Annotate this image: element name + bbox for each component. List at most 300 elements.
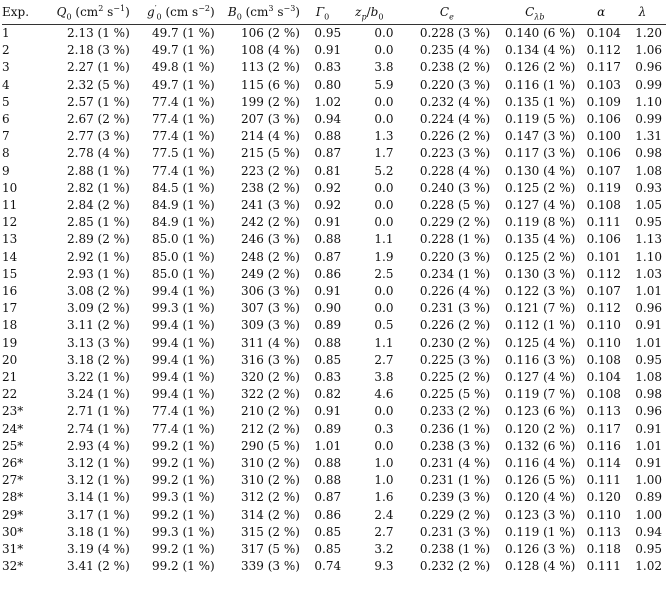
cell-gamma0: 0.88: [314, 232, 342, 247]
cell-lambda: 0.95: [635, 352, 662, 367]
cell-alpha: 0.108: [586, 352, 621, 367]
cell-clb: 0.128 (4 %): [504, 559, 576, 574]
cell-g0: 84.9 (1 %): [151, 215, 215, 230]
cell-lambda: 1.00: [635, 473, 662, 488]
cell-g0: 77.4 (1 %): [151, 163, 215, 178]
cell-g0: 99.2 (1 %): [151, 559, 215, 574]
cell-lambda: 1.10: [635, 94, 662, 109]
table-row: [2, 128, 666, 145]
cell-lambda: 1.10: [635, 249, 662, 264]
cell-alpha: 0.107: [586, 284, 621, 299]
table-row: [2, 42, 666, 59]
cell-alpha: 0.113: [586, 404, 621, 419]
cell-alpha: 0.106: [586, 232, 621, 247]
cell-gamma0: 0.86: [314, 507, 342, 522]
cell-gamma0: 0.85: [314, 542, 342, 557]
cell-q0: 2.74 (1 %): [67, 421, 130, 436]
cell-lambda: 1.05: [635, 198, 662, 213]
cell-zpb0: 0.0: [374, 112, 394, 127]
cell-b0: 290 (5 %): [241, 438, 300, 453]
cell-exp: 31*: [2, 542, 24, 557]
table-body: [2, 25, 666, 576]
cell-clb: 0.134 (4 %): [504, 43, 576, 58]
cell-b0: 315 (2 %): [241, 524, 300, 539]
table-row: [2, 472, 666, 489]
cell-ce: 0.238 (3 %): [419, 438, 491, 453]
cell-ce: 0.228 (3 %): [419, 26, 491, 40]
cell-b0: 310 (2 %): [241, 473, 300, 488]
cell-exp: 21: [2, 370, 18, 385]
cell-exp: 19: [2, 335, 18, 350]
cell-g0: 85.0 (1 %): [151, 232, 215, 247]
cell-gamma0: 0.87: [314, 249, 342, 264]
cell-b0: 339 (3 %): [241, 559, 300, 574]
cell-exp: 2: [2, 43, 10, 58]
cell-g0: 99.3 (1 %): [151, 301, 215, 316]
cell-clb: 0.119 (7 %): [504, 387, 576, 402]
table-row: [2, 266, 666, 283]
cell-alpha: 0.112: [586, 301, 621, 316]
cell-q0: 2.85 (1 %): [67, 215, 130, 230]
cell-exp: 15: [2, 266, 18, 281]
cell-gamma0: 1.01: [314, 438, 342, 453]
cell-clb: 0.116 (4 %): [504, 456, 576, 471]
cell-lambda: 0.99: [635, 112, 662, 127]
cell-b0: 207 (3 %): [241, 112, 300, 127]
cell-g0: 77.4 (1 %): [151, 112, 215, 127]
cell-lambda: 1.01: [635, 335, 662, 350]
cell-g0: 99.2 (1 %): [151, 473, 215, 488]
cell-ce: 0.239 (3 %): [419, 490, 491, 505]
cell-gamma0: 0.74: [314, 559, 342, 574]
table-row: [2, 197, 666, 214]
cell-ce: 0.238 (2 %): [419, 60, 491, 75]
cell-lambda: 0.98: [635, 146, 662, 161]
cell-q0: 2.82 (1 %): [67, 180, 130, 195]
cell-b0: 316 (3 %): [241, 352, 300, 367]
cell-b0: 106 (2 %): [241, 26, 300, 40]
cell-gamma0: 0.88: [314, 473, 342, 488]
cell-alpha: 0.111: [586, 559, 621, 574]
table-row: [2, 249, 666, 266]
cell-alpha: 0.112: [586, 43, 621, 58]
cell-lambda: 0.95: [635, 542, 662, 557]
cell-g0: 99.3 (1 %): [151, 524, 215, 539]
cell-zpb0: 2.7: [374, 352, 394, 367]
cell-zpb0: 1.7: [374, 146, 394, 161]
cell-alpha: 0.120: [586, 490, 621, 505]
cell-gamma0: 0.83: [314, 60, 342, 75]
cell-q0: 2.89 (2 %): [67, 232, 130, 247]
cell-zpb0: 1.0: [374, 456, 394, 471]
cell-exp: 25*: [2, 438, 24, 453]
cell-g0: 99.4 (1 %): [151, 387, 215, 402]
cell-g0: 84.5 (1 %): [151, 180, 215, 195]
cell-exp: 6: [2, 112, 10, 127]
cell-gamma0: 0.91: [314, 404, 342, 419]
cell-exp: 24*: [2, 421, 24, 436]
cell-alpha: 0.118: [586, 542, 621, 557]
table-row: [2, 163, 666, 180]
cell-clb: 0.127 (4 %): [504, 370, 576, 385]
cell-b0: 309 (3 %): [241, 318, 300, 333]
cell-zpb0: 9.3: [374, 559, 394, 574]
cell-b0: 108 (4 %): [241, 43, 300, 58]
cell-clb: 0.135 (1 %): [504, 94, 576, 109]
cell-lambda: 0.96: [635, 60, 662, 75]
cell-exp: 16: [2, 284, 18, 299]
cell-clb: 0.119 (5 %): [504, 112, 576, 127]
cell-clb: 0.116 (3 %): [504, 352, 576, 367]
header-ce: $C_e$: [439, 5, 454, 22]
cell-exp: 32*: [2, 559, 24, 574]
cell-g0: 85.0 (1 %): [151, 249, 215, 264]
cell-ce: 0.228 (4 %): [419, 163, 491, 178]
cell-clb: 0.125 (4 %): [504, 335, 576, 350]
cell-g0: 49.7 (1 %): [151, 43, 215, 58]
cell-clb: 0.116 (1 %): [504, 77, 576, 92]
cell-gamma0: 0.83: [314, 370, 342, 385]
cell-g0: 49.8 (1 %): [151, 60, 215, 75]
cell-lambda: 1.01: [635, 438, 662, 453]
table-row: [2, 283, 666, 300]
table-row: [2, 300, 666, 317]
cell-lambda: 1.13: [635, 232, 662, 247]
table-row: [2, 369, 666, 386]
cell-clb: 0.126 (5 %): [504, 473, 576, 488]
cell-g0: 49.7 (1 %): [151, 77, 215, 92]
table-row: [2, 352, 666, 369]
cell-clb: 0.112 (1 %): [504, 318, 576, 333]
cell-alpha: 0.116: [586, 438, 621, 453]
cell-exp: 30*: [2, 524, 24, 539]
cell-exp: 4: [2, 77, 10, 92]
cell-gamma0: 0.87: [314, 490, 342, 505]
cell-clb: 0.135 (4 %): [504, 232, 576, 247]
cell-q0: 2.92 (1 %): [67, 249, 130, 264]
cell-g0: 77.4 (1 %): [151, 421, 215, 436]
cell-exp: 3: [2, 60, 10, 75]
cell-lambda: 0.94: [635, 524, 662, 539]
cell-zpb0: 2.7: [374, 524, 394, 539]
cell-exp: 26*: [2, 456, 24, 471]
cell-exp: 14: [2, 249, 18, 264]
cell-gamma0: 0.91: [314, 43, 342, 58]
cell-lambda: 0.98: [635, 387, 662, 402]
cell-clb: 0.130 (4 %): [504, 163, 576, 178]
cell-ce: 0.240 (3 %): [419, 180, 491, 195]
cell-alpha: 0.108: [586, 387, 621, 402]
cell-alpha: 0.110: [586, 507, 621, 522]
table-row: [2, 317, 666, 334]
cell-q0: 3.22 (1 %): [67, 370, 130, 385]
cell-gamma0: 0.92: [314, 198, 342, 213]
cell-b0: 320 (2 %): [241, 370, 300, 385]
cell-zpb0: 2.5: [374, 266, 394, 281]
cell-clb: 0.132 (6 %): [504, 438, 576, 453]
cell-ce: 0.229 (2 %): [419, 507, 491, 522]
cell-exp: 8: [2, 146, 10, 161]
cell-b0: 322 (2 %): [241, 387, 300, 402]
cell-zpb0: 1.1: [374, 335, 394, 350]
cell-alpha: 0.110: [586, 318, 621, 333]
cell-clb: 0.126 (3 %): [504, 542, 576, 557]
cell-b0: 314 (2 %): [241, 507, 300, 522]
cell-b0: 210 (2 %): [241, 404, 300, 419]
cell-alpha: 0.106: [586, 146, 621, 161]
cell-exp: 7: [2, 129, 10, 144]
cell-b0: 113 (2 %): [241, 60, 300, 75]
cell-g0: 99.4 (1 %): [151, 370, 215, 385]
cell-exp: 11: [2, 198, 18, 213]
cell-lambda: 1.02: [635, 559, 662, 574]
experiments-table: [2, 0, 666, 576]
cell-g0: 99.2 (1 %): [151, 456, 215, 471]
table-row: [2, 489, 666, 506]
cell-alpha: 0.114: [586, 456, 621, 471]
table-row: [2, 335, 666, 352]
cell-gamma0: 0.86: [314, 266, 342, 281]
cell-lambda: 1.31: [635, 129, 662, 144]
cell-q0: 3.12 (1 %): [67, 456, 130, 471]
cell-g0: 77.4 (1 %): [151, 129, 215, 144]
cell-zpb0: 3.8: [374, 60, 394, 75]
cell-q0: 2.13 (1 %): [67, 26, 130, 40]
cell-q0: 3.18 (2 %): [67, 352, 130, 367]
cell-gamma0: 0.85: [314, 352, 342, 367]
cell-clb: 0.127 (4 %): [504, 198, 576, 213]
cell-b0: 249 (2 %): [241, 266, 300, 281]
cell-zpb0: 0.0: [374, 180, 394, 195]
cell-alpha: 0.104: [586, 26, 621, 40]
cell-zpb0: 1.3: [374, 129, 394, 144]
cell-gamma0: 0.90: [314, 301, 342, 316]
cell-clb: 0.120 (2 %): [504, 421, 576, 436]
cell-q0: 2.32 (5 %): [67, 77, 130, 92]
cell-alpha: 0.119: [586, 180, 621, 195]
cell-lambda: 1.08: [635, 370, 662, 385]
table-row: [2, 111, 666, 128]
cell-g0: 99.2 (1 %): [151, 507, 215, 522]
cell-alpha: 0.109: [586, 94, 621, 109]
cell-q0: 3.08 (2 %): [67, 284, 130, 299]
cell-b0: 248 (2 %): [241, 249, 300, 264]
table-row: [2, 524, 666, 541]
cell-ce: 0.226 (4 %): [419, 284, 491, 299]
cell-ce: 0.230 (2 %): [419, 335, 491, 350]
cell-zpb0: 1.0: [374, 473, 394, 488]
cell-b0: 306 (3 %): [241, 284, 300, 299]
cell-ce: 0.233 (2 %): [419, 404, 491, 419]
table-row: [2, 231, 666, 248]
cell-lambda: 0.91: [635, 421, 662, 436]
cell-alpha: 0.100: [586, 129, 621, 144]
table-row: [2, 25, 666, 43]
cell-b0: 238 (2 %): [241, 180, 300, 195]
cell-ce: 0.228 (5 %): [419, 198, 491, 213]
cell-ce: 0.223 (3 %): [419, 146, 491, 161]
cell-ce: 0.225 (3 %): [419, 352, 491, 367]
cell-ce: 0.231 (1 %): [419, 473, 491, 488]
cell-gamma0: 0.88: [314, 456, 342, 471]
cell-zpb0: 0.0: [374, 438, 394, 453]
cell-alpha: 0.107: [586, 163, 621, 178]
cell-alpha: 0.108: [586, 198, 621, 213]
cell-lambda: 0.96: [635, 404, 662, 419]
table-row: [2, 403, 666, 420]
cell-g0: 99.2 (1 %): [151, 438, 215, 453]
cell-lambda: 1.06: [635, 43, 662, 58]
cell-q0: 2.84 (2 %): [67, 198, 130, 213]
cell-q0: 3.13 (3 %): [67, 335, 130, 350]
cell-alpha: 0.112: [586, 266, 621, 281]
table-row: [2, 77, 666, 94]
cell-gamma0: 0.89: [314, 318, 342, 333]
cell-clb: 0.123 (3 %): [504, 507, 576, 522]
cell-clb: 0.125 (2 %): [504, 180, 576, 195]
cell-g0: 85.0 (1 %): [151, 266, 215, 281]
cell-lambda: 1.01: [635, 284, 662, 299]
cell-exp: 18: [2, 318, 18, 333]
cell-lambda: 0.99: [635, 77, 662, 92]
header-q0: $Q_0$ ($cm^2$ $s^{-1}$): [56, 4, 130, 22]
table-row: [2, 386, 666, 403]
cell-ce: 0.224 (4 %): [419, 112, 491, 127]
cell-g0: 99.4 (1 %): [151, 284, 215, 299]
cell-alpha: 0.103: [586, 77, 621, 92]
cell-alpha: 0.111: [586, 215, 621, 230]
cell-b0: 115 (6 %): [241, 77, 300, 92]
cell-zpb0: 5.2: [374, 163, 394, 178]
table-row: [2, 438, 666, 455]
cell-b0: 223 (2 %): [241, 163, 300, 178]
cell-ce: 0.232 (4 %): [419, 94, 491, 109]
cell-exp: 13: [2, 232, 18, 247]
cell-b0: 241 (3 %): [241, 198, 300, 213]
cell-g0: 77.4 (1 %): [151, 404, 215, 419]
cell-gamma0: 0.95: [314, 26, 342, 40]
cell-ce: 0.231 (3 %): [419, 301, 491, 316]
cell-gamma0: 0.88: [314, 335, 342, 350]
cell-ce: 0.220 (3 %): [419, 249, 491, 264]
cell-gamma0: 0.81: [314, 163, 342, 178]
cell-q0: 3.19 (4 %): [67, 542, 130, 557]
cell-gamma0: 0.80: [314, 77, 342, 92]
cell-gamma0: 0.82: [314, 387, 342, 402]
cell-gamma0: 0.88: [314, 129, 342, 144]
cell-exp: 22: [2, 387, 18, 402]
cell-b0: 311 (4 %): [241, 335, 300, 350]
cell-q0: 2.93 (4 %): [67, 438, 130, 453]
cell-g0: 49.7 (1 %): [151, 26, 215, 40]
cell-clb: 0.126 (2 %): [504, 60, 576, 75]
cell-zpb0: 0.0: [374, 26, 394, 40]
cell-ce: 0.238 (1 %): [419, 542, 491, 557]
table-row: [2, 59, 666, 76]
cell-b0: 215 (5 %): [241, 146, 300, 161]
cell-q0: 2.27 (1 %): [67, 60, 130, 75]
cell-zpb0: 0.0: [374, 198, 394, 213]
cell-ce: 0.236 (1 %): [419, 421, 491, 436]
cell-q0: 3.17 (1 %): [67, 507, 130, 522]
cell-q0: 3.09 (2 %): [67, 301, 130, 316]
cell-exp: 17: [2, 301, 18, 316]
cell-lambda: 0.91: [635, 456, 662, 471]
cell-alpha: 0.117: [586, 60, 621, 75]
header-gamma0: $\Gamma_0$: [315, 5, 330, 22]
cell-zpb0: 0.0: [374, 94, 394, 109]
cell-zpb0: 3.2: [374, 542, 394, 557]
cell-exp: 1: [2, 26, 10, 40]
cell-b0: 312 (2 %): [241, 490, 300, 505]
cell-ce: 0.235 (4 %): [419, 43, 491, 58]
cell-gamma0: 0.87: [314, 146, 342, 161]
cell-g0: 99.2 (1 %): [151, 542, 215, 557]
cell-g0: 99.4 (1 %): [151, 318, 215, 333]
cell-alpha: 0.104: [586, 370, 621, 385]
cell-ce: 0.220 (3 %): [419, 77, 491, 92]
table-row: [2, 421, 666, 438]
cell-ce: 0.231 (3 %): [419, 524, 491, 539]
cell-lambda: 0.95: [635, 215, 662, 230]
cell-alpha: 0.110: [586, 335, 621, 350]
cell-b0: 310 (2 %): [241, 456, 300, 471]
table-header: [2, 0, 666, 25]
cell-zpb0: 4.6: [374, 387, 394, 402]
cell-clb: 0.125 (2 %): [504, 249, 576, 264]
cell-zpb0: 1.6: [374, 490, 394, 505]
cell-gamma0: 0.91: [314, 215, 342, 230]
cell-g0: 99.4 (1 %): [151, 352, 215, 367]
cell-clb: 0.117 (3 %): [504, 146, 576, 161]
cell-zpb0: 0.0: [374, 301, 394, 316]
cell-q0: 2.67 (2 %): [67, 112, 130, 127]
cell-gamma0: 0.94: [314, 112, 342, 127]
cell-alpha: 0.117: [586, 421, 621, 436]
cell-zpb0: 1.9: [374, 249, 394, 264]
cell-lambda: 1.20: [635, 26, 662, 40]
cell-lambda: 0.93: [635, 180, 662, 195]
header-row: [2, 0, 666, 25]
cell-b0: 242 (2 %): [241, 215, 300, 230]
cell-alpha: 0.106: [586, 112, 621, 127]
cell-exp: 28*: [2, 490, 24, 505]
cell-zpb0: 0.0: [374, 404, 394, 419]
header-b0: $B_0$ ($cm^3$ $s^{-3}$): [227, 4, 300, 22]
cell-b0: 212 (2 %): [241, 421, 300, 436]
cell-b0: 214 (4 %): [241, 129, 300, 144]
cell-q0: 2.71 (1 %): [67, 404, 130, 419]
cell-clb: 0.123 (6 %): [504, 404, 576, 419]
cell-gamma0: 0.91: [314, 284, 342, 299]
table-row: [2, 558, 666, 575]
cell-q0: 2.77 (3 %): [67, 129, 130, 144]
cell-zpb0: 5.9: [374, 77, 394, 92]
cell-q0: 3.12 (1 %): [67, 473, 130, 488]
cell-q0: 2.57 (1 %): [67, 94, 130, 109]
cell-g0: 84.9 (1 %): [151, 198, 215, 213]
cell-lambda: 1.08: [635, 163, 662, 178]
cell-lambda: 1.00: [635, 507, 662, 522]
cell-zpb0: 2.4: [374, 507, 394, 522]
cell-q0: 3.14 (1 %): [67, 490, 130, 505]
cell-exp: 23*: [2, 404, 24, 419]
cell-ce: 0.229 (2 %): [419, 215, 491, 230]
cell-exp: 20: [2, 352, 18, 367]
cell-zpb0: 0.3: [374, 421, 394, 436]
cell-q0: 3.41 (2 %): [67, 559, 130, 574]
cell-lambda: 0.96: [635, 301, 662, 316]
